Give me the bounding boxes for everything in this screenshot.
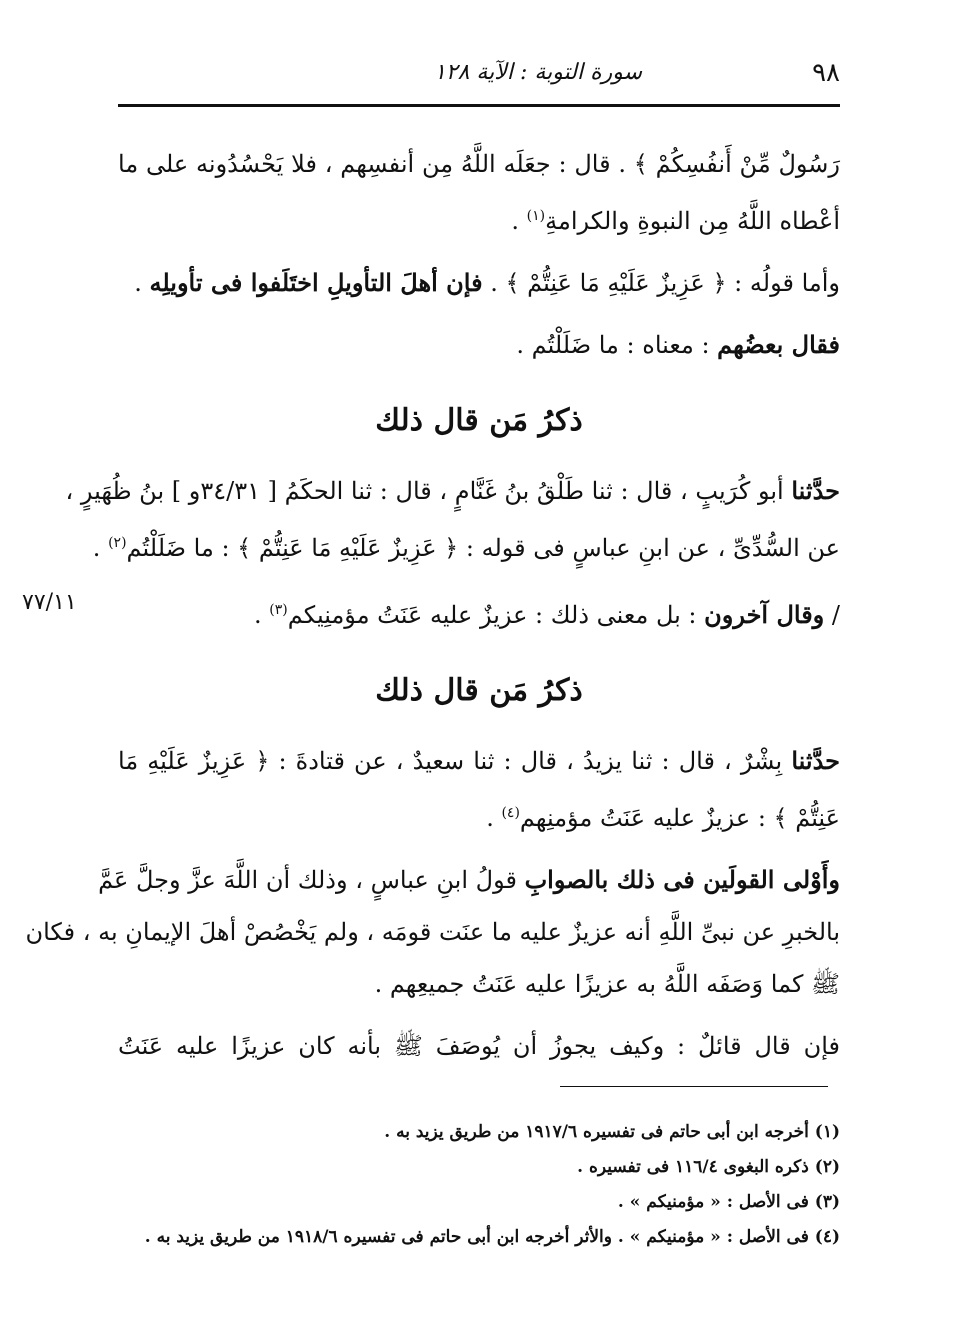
text-run: ﷺ كما وَصَفَه اللَّهُ به عزيزًا عليه عَنَتُ جميعِهم . — [374, 970, 840, 998]
page-number: ٩٨ — [812, 58, 840, 88]
footnote-marker: (٣) — [269, 602, 288, 618]
footnote: (٣) فى الأصل : « مؤمنيكم » . — [617, 1192, 840, 1212]
text-line — [92, 517, 840, 574]
running-title: سورة التوبة : الآية ١٢٨ — [433, 60, 643, 85]
section-heading: ذكرُ مَن قال ذلك — [375, 673, 583, 708]
text-line — [118, 735, 840, 787]
text-line — [98, 854, 840, 906]
footnote-marker: (١) — [526, 208, 546, 224]
text-run: بِشْرٌ ، قال : ثنا يزيدُ ، قال : ثنا سعيدٌ ، عن قتادةَ : ﴿ عَزِيزٌ عَلَيْهِ مَا — [118, 747, 792, 775]
text-line — [118, 787, 840, 844]
text-run: . — [92, 534, 109, 562]
footnote: (١) أخرجه ابن أبى حاتم فى تفسيره ١٩١٧/٦ من طريق يزيد به . — [384, 1122, 840, 1142]
text-line — [118, 584, 840, 641]
footnote-divider — [560, 1086, 828, 1087]
text-line — [25, 906, 840, 958]
footnote: (٢) ذكره البغوى ١١٦/٤ فى تفسيره . — [577, 1157, 840, 1177]
footnotes — [118, 1115, 840, 1255]
bold-run: حدَّثنا — [791, 476, 840, 505]
bold-run: وأَوْلى القولَين فى ذلك بالصوابِ — [524, 865, 840, 894]
text-run: . — [134, 269, 150, 297]
page-header — [118, 52, 840, 102]
text-run: بالخبرِ عن نبىِّ اللَّهِ أنه عزيزٌ عليه ما عنَت قومَه ، ولم يَخْصُصْ أهلَ الإيمانِ به ، فكان — [25, 918, 840, 946]
text-line — [118, 138, 840, 190]
bold-run: فإن أهلَ التأويلِ اختَلَفوا فى تأويلِه — [149, 268, 483, 297]
text-run: أعْطاه اللَّهُ مِن النبوةِ والكرامةِ — [545, 207, 840, 235]
text-run: وأما قولُه : ﴿ عَزِيزٌ عَلَيْهِ مَا عَنِتُّمْ ﴾ . — [482, 269, 840, 297]
text-line — [118, 1020, 840, 1072]
bold-run: وقال آخرون — [704, 600, 825, 629]
bold-run: فقال بعضُهم — [717, 330, 840, 359]
text-run: . — [511, 207, 527, 235]
footnote-marker: (٢) — [108, 535, 127, 551]
text-run: أبو كُرَيبٍ ، قال : ثنا طَلْقُ بنُ غَنَّامٍ ، قال : ثنا الحكَمُ [ ٣٤/٣١و ] بنُ ظُهَيرٍ ، — [65, 477, 792, 505]
text-run: . — [254, 601, 270, 629]
footnote-marker: (٤) — [501, 805, 520, 821]
text-run: عن السُّدِّىِّ ، عن ابنِ عباسٍ فى قوله : ﴿ عَزِيزٌ عَلَيْهِ مَا عَنِتُّمْ ﴾ : ما ضَلَلْتُم — [126, 534, 840, 562]
text-run: رَسُولٌ مِّنْ أَنفُسِكُمْ ﴾ . قال : جعَلَه اللَّهُ مِن أنفسِهم ، فلا يَحْسُدُونه على ما — [118, 150, 840, 178]
text-run: قولُ ابنِ عباسٍ ، وذلك أن اللَّهَ عزَّ وجلَّ عَمَّ — [98, 866, 525, 894]
text-line — [118, 257, 840, 309]
bold-run: حدَّثنا — [791, 746, 840, 775]
text-run: فإن قال قائلٌ : وكيف يجوزُ أن يُوصَفَ ﷺ بأنه كان عزيزًا عليه عَنَتُ — [118, 1032, 840, 1060]
margin-reference: ٧٧/١١ — [22, 590, 77, 615]
section-heading: ذكرُ مَن قال ذلك — [375, 403, 583, 438]
footnote: (٤) فى الأصل : « مؤمنيكم » . والأثر أخرجه ابن أبى حاتم فى تفسيره ١٩١٨/٦ من طريق يزيد به . — [144, 1227, 840, 1247]
text-line — [118, 319, 840, 371]
text-run: : بل معنى ذلك : عزيزٌ عليه عَنَتُ مؤمنِيكم — [287, 601, 705, 629]
text-line — [118, 958, 840, 1010]
header-divider — [118, 104, 840, 107]
text-line — [65, 465, 840, 517]
text-run: / — [824, 601, 840, 629]
text-run: . — [486, 804, 502, 832]
text-run: عَنِتُّمْ ﴾ : عزيزٌ عليه عَنَتُ مؤمنِهم — [519, 804, 840, 832]
text-run: : معناه : ما ضَلَلْتُم . — [516, 331, 718, 359]
text-line — [118, 190, 840, 247]
